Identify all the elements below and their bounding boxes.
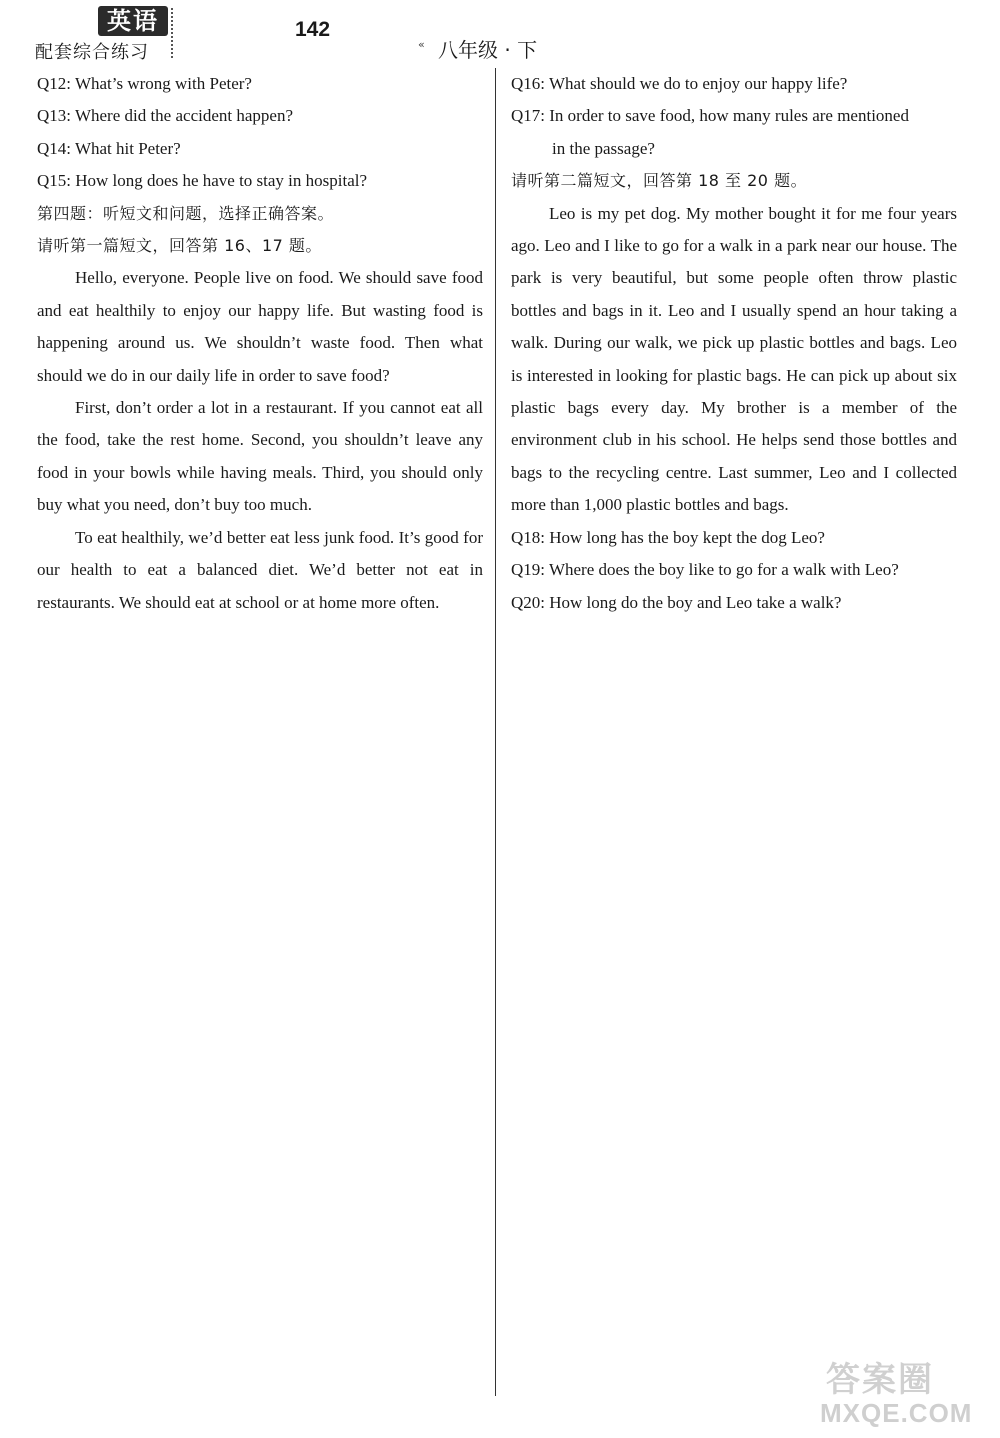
right-column bbox=[511, 68, 957, 619]
watermark-bottom-text: MXQE.COM bbox=[820, 1398, 973, 1428]
passage1-paragraph-2: First, don’t order a lot in a restaurant. If you cannot eat all the food, take the rest home. Second, you shouldn’t leave any food in your bowls while having meals. Third, you should only buy what you need, don’t buy too much. bbox=[37, 398, 483, 515]
page-number: 142 bbox=[295, 18, 331, 41]
passage1-intro: 请听第一篇短文，回答第 16、17 题。 bbox=[37, 236, 322, 256]
question-q19: Q19: Where does the boy like to go for a walk with Leo? bbox=[511, 560, 899, 580]
question-q18: Q18: How long has the boy kept the dog Leo? bbox=[511, 527, 825, 547]
watermark-logo bbox=[820, 1352, 990, 1432]
header-dotted-divider bbox=[171, 8, 173, 58]
passage2-intro: 请听第二篇短文，回答第 18 至 20 题。 bbox=[511, 171, 808, 191]
left-column bbox=[37, 68, 483, 619]
grade-marks: « bbox=[418, 38, 425, 51]
book-subtitle: 配套综合练习 bbox=[35, 42, 149, 63]
grade-label: 八年级 · 下 bbox=[438, 38, 538, 62]
page-header bbox=[0, 0, 1000, 70]
question-q17-line2: in the passage? bbox=[552, 138, 655, 158]
question-q15: Q15: How long does he have to stay in hospital? bbox=[37, 171, 368, 191]
section-heading: 第四题：听短文和问题，选择正确答案。 bbox=[37, 203, 335, 223]
watermark-top-text: 答案圈 bbox=[826, 1361, 934, 1399]
question-q16: Q16: What should we do to enjoy our happy life? bbox=[511, 74, 848, 93]
book-title-logo: 英语 bbox=[98, 6, 168, 36]
passage1-paragraph-1: Hello, everyone. People live on food. We should save food and eat healthily to enjoy our happy life. But wasting food is happening around us. We shouldn’t waste food. Then what should we do in our daily life in order to save food? bbox=[37, 268, 483, 385]
column-divider bbox=[495, 68, 496, 1396]
passage1-paragraph-3: To eat healthily, we’d better eat less junk food. It’s good for our health to eat a balanced diet. We’d better not eat in restaurants. We should eat at school or at home more often. bbox=[37, 527, 483, 612]
question-q12: Q12: What’s wrong with Peter? bbox=[37, 74, 252, 93]
question-q20: Q20: How long do the boy and Leo take a walk? bbox=[511, 592, 842, 612]
question-q14: Q14: What hit Peter? bbox=[37, 138, 181, 158]
question-q17-line1: Q17: In order to save food, how many rules are mentioned bbox=[511, 106, 909, 126]
passage2-paragraph: Leo is my pet dog. My mother bought it for me four years ago. Leo and I like to go for a walk in a park near our house. The park is very beautiful, but some people often throw plastic bottles and bags in it. Leo and I usually spend an hour taking a walk. During our walk, we pick up plastic bottles and bags. Leo is interested in looking for plastic bags. He can pick up about six plastic bags every day. My brother is a member of the environment club in his school. He helps send those bottles and bags to the recycling centre. Last summer, Leo and I collected more than 1,000 plastic bottles and bags. bbox=[511, 203, 957, 515]
question-q13: Q13: Where did the accident happen? bbox=[37, 106, 293, 126]
